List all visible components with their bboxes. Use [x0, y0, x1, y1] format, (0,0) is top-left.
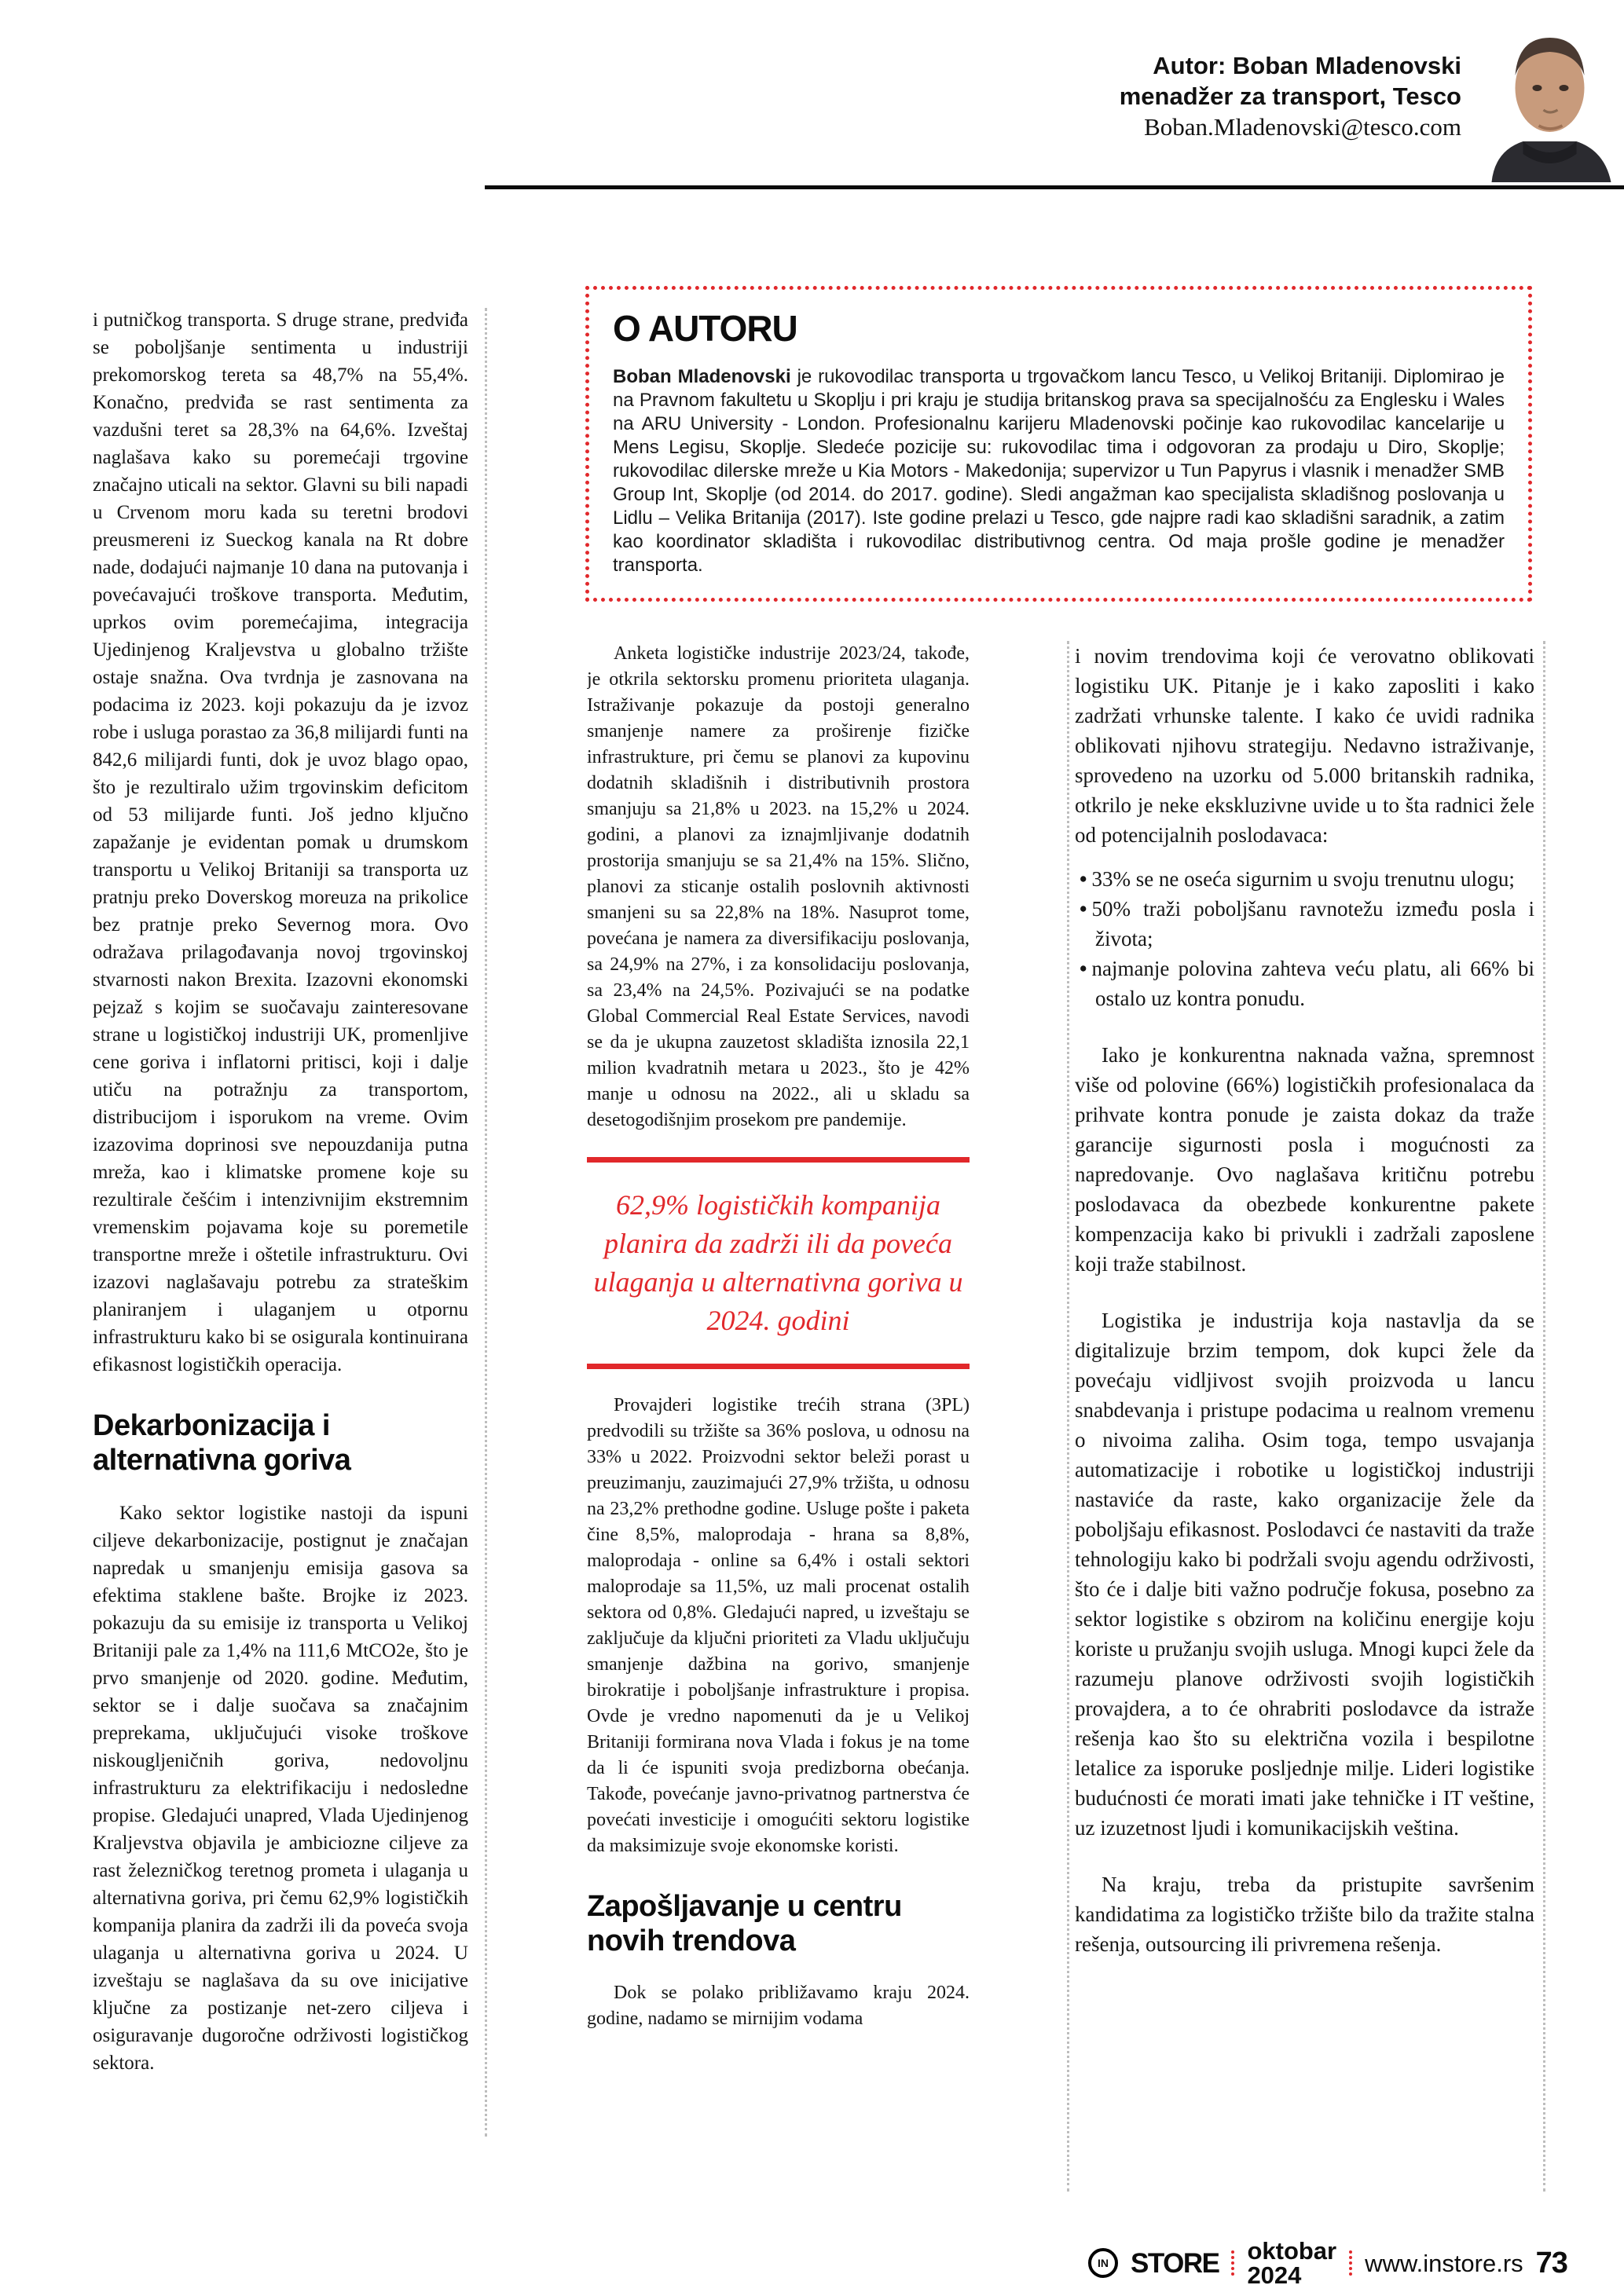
- author-block: [746, 50, 1461, 143]
- about-author-box: [585, 286, 1532, 602]
- instore-logo-icon: IN: [1088, 2248, 1118, 2278]
- header-rule: [485, 185, 1624, 189]
- column-separator-1: [485, 308, 487, 2137]
- paragraph: i novim trendovima koji će verovatno oblikovati logistiku UK. Pitanje je i kako zaposliti i kako zadržati vrhunske talente. I kako će uvidi radnika oblikovati njihovu strategiju. Nedavno istraživanje, sprovedeno na uzorku od 5.000 britanskih radnika, otkrilo je neke ekskluzivne uvide u to šta radnici žele od potencijalnih poslodavaca:: [1075, 644, 1534, 847]
- author-photo: [1476, 19, 1624, 182]
- page-footer: [1088, 2237, 1567, 2289]
- pull-quote: 62,9% logističkih kompanija planira da zadrži ili da poveća ulaganja u alternativna goriva u 2024. godini: [593, 1189, 963, 1336]
- author-photo-image: [1476, 19, 1624, 182]
- section-heading-decarbonization: Dekarbonizacija i alternativna goriva: [93, 1409, 351, 1477]
- paragraph: Provajderi logistike trećih strana (3PL) predvodili su tržište sa 36% poslova, u odnosu na 33% u 2022. Proizvodni sektor beleži porast u preuzimanju, zauzimajući 27,9% tržišta, u odnosu na 23,2% prethodne godine. Usluge pošte i paketa čine 8,5%, maloprodaja - hrana sa 8,8%, maloprodaja - online sa 6,4% i ostali sektori maloprodaje sa 11,5%, uz mali procenat ostalih sektora od 0,8%. Gledajući napred, u izveštaju se zaključuje da ključni prioriteti za Vladu uključuju smanjenje dažbina na gorivo, smanjenje birokratije i poboljšanje infrastrukture i propisa. Ovde je vredno napomenuti da je u Velikoj Britaniji formirana nova Vlada i fokus je na tome da li će ispuniti svoja predizborna obećanja. Takođe, povećanje javno-privatnog partnerstva će povećati investicije i omogućiti sektoru logistike da maksimizuje svoje ekonomske koristi.: [587, 1395, 970, 1856]
- paragraph: Dok se polako približavamo kraju 2024. godine, nadamo se mirnijim vodama: [587, 1983, 970, 2029]
- paragraph: Kako sektor logistike nastoji da ispuni ciljeve dekarbonizacije, postignut je značajan napredak u smanjenju emisija gasova sa efektima staklene bašte. Brojke iz 2023. pokazuju da su emisije iz transporta u Velikoj Britaniji pale za 1,4% na 111,6 MtCO2e, što je prvo smanjenje od 2020. godine. Međutim, sektor se i dalje suočava sa značajnim preprekama, uključujući visoke troškove niskougljeničnih goriva, nedovoljnu infrastrukturu za elektrifikaciju i nedosledne propise. Gledajući unapred, Vlada Ujedinjenog Kraljevstva objavila je ambiciozne ciljeve za rast železničkog teretnog prometa i ulaganja u alternativna goriva, pri čemu 62,9% logističkih kompanija planira da zadrži ili da poveća svoja ulaganja u alternativna goriva u 2024. U izveštaju se naglašava da su ove inicijative ključne za postizanje net-zero ciljeva i osiguravanje dugoročne održivosti logističkog sektora.: [93, 1503, 468, 2074]
- article-column-1: [93, 306, 468, 2221]
- paragraph: i putničkog transporta. S druge strane, predviđa se poboljšanje sentimenta u industriji prekomorskog tereta sa 48,7% na 55,4%. Konačno, predviđa se rast sentimenta za vazdušni teret sa 28,3% na 64,6%. Izveštaj naglašava kako su poremećaji trgovine značajno uticali na sektor. Glavni su bili napadi u Crvenom moru kada su teretni brodovi preusmereni iz Sueckog kanala na Rt dobre nade, dodajući najmanje 10 dana na putovanja i povećavajući troškove transporta. Međutim, uprkos ovim poremećajima, integracija Ujedinjenog Kraljevstva u globalno tržište ostaje snažna. Ova tvrdnja je zasnovana na podacima iz 2023. koji pokazuju da je izvoz robe i usluga porastao za 36,8 milijardi funti na 842,6 milijardi funti, dok je uvoz blago opao, što je rezultiralo užim trgovinskim deficitom od 53 milijarde funti. Još jedno ključno zapažanje je evidentan pomak u drumskom transportu u Velikoj Britaniji sa transporta uz pratnju preko Doverskog moreuza na prikolice bez pratnje preko Severnog mora. Ovo odražava prilagođavanja novoj trgovinskoj stvarnosti nakon Brexita. Izazovni ekonomski pejzaž s kojim se suočavaju zainteresovane strane u logističkoj industriji UK, promenljive cene goriva i inflatorni pritisci, koji i dalje utiču na potražnju za transportom, distribucijom i isporukom na vreme. Ovim izazovima doprinosi sve nepouzdanija putna mreža, kao i klimatske promene koje su rezultirale češćim i intenzivnijim ekstremnim vremenskim pojavama koje su poremetile transportne mreže i oštetile infrastrukturu. Ovi izazovi naglašavaju potrebu za strateškim planiranjem i ulaganjem u otpornu infrastrukturu kako bi se osigurala kontinuirana efikasnost logističkih operacija.: [93, 309, 468, 1375]
- about-author-name: Boban Mladenovski: [613, 366, 791, 387]
- bullet-item: • 33% se ne oseća sigurnim u svoju trenutnu ulogu;: [1075, 864, 1534, 894]
- column-separator-3: [1543, 641, 1545, 2192]
- paragraph: Logistika je industrija koja nastavlja da se digitalizuje brzim tempom, dok kupci žele da povećaju vidljivost svojih proizvoda u lancu snabdevanja i pristupe podacima u realnom vremenu o nivoima zaliha. Osim toga, tempo usvajanja automatizacije i robotike u logističkoj industriji nastaviće da raste, kako organizacije žele da poboljšaju efikasnost. Poslodavci će nastaviti da traže tehnologiju kako bi podržali svoju agendu održivosti, što će i dalje biti važno područje fokusa, posebno za sektor logistike s obzirom na količinu energije koju koriste u pružanju svojih usluga. Mnogi kupci žele da razumeju planove održivosti svojih logističkih provajdera, a to će ohrabriti poslodavce da istraže rešenja kao što su električna vozila i bespilotne letalice za isporuke posljednje milje. Lideri logistike budućnosti će morati imati jake tehničke i IT veštine, uz izuzetnost ljudi i komunikacijskih veština.: [1075, 1309, 1534, 1840]
- bullet-item: • 50% traži poboljšanu ravnotežu između posla i života;: [1075, 894, 1534, 954]
- pull-quote-rule-top: [587, 1157, 970, 1163]
- footer-brand: STORE: [1131, 2247, 1219, 2279]
- article-column-3: [1075, 641, 1534, 2231]
- footer-divider-icon: [1231, 2250, 1234, 2276]
- pull-quote-rule-bottom: [587, 1364, 970, 1369]
- article-column-2: [587, 641, 970, 2231]
- about-box-title: O AUTORU: [613, 308, 797, 349]
- column-separator-2: [1067, 641, 1069, 2192]
- author-name-line: Autor: Boban Mladenovski: [1153, 52, 1461, 79]
- paragraph: Na kraju, treba da pristupite savršenim kandidatima za logističko tržište bilo da tražite stalna rešenja, outsourcing ili privremena rešenja.: [1075, 1873, 1534, 1956]
- footer-divider-icon: [1349, 2250, 1352, 2276]
- author-email-link[interactable]: Boban.Mladenovski@tesco.com: [1144, 113, 1461, 141]
- about-box-text: [613, 365, 1505, 577]
- paragraph: Anketa logističke industrije 2023/24, takođe, je otkrila sektorsku promenu prioriteta ulaganja. Istraživanje pokazuje da postoji generalno smanjenje namere za proširenje fizičke infrastrukture, pri čemu se planovi za kupovinu dodatnih skladišnih i distributivnih prostora smanjuju sa 21,8% u 2023. na 15,2% u 2024. godini, a planovi za iznajmljivanje dodatnih prostorija smanjuju se sa 21,4% na 15%. Slično, planovi za sticanje ostalih poslovnih aktivnosti smanjeni su sa 22,8% na 18%. Nasuprot tome, povećana je namera za diversifikaciju poslovanja, sa 24,9% na 27%, i za konsolidaciju poslovanja, sa 23,4% na 24,5%. Pozivajući se na podatke Global Commercial Real Estate Services, navodi se da je ukupna zauzetost skladišta iznosila 22,1 milion kvadratnih metara u 2023., što je 42% manje u odnosu na 2022., ali u skladu sa desetogodišnjim prosekom pre pandemije.: [587, 643, 970, 1130]
- about-author-bio: je rukovodilac transporta u trgovačkom lancu Tesco, u Velikoj Britaniji. Diplomirao je na Pravnom fakultetu u Skoplju i pri kraju je studija britanskog prava sa specijalnošću za Englesku i Wales na ARU University - London. Profesionalnu karijeru Mladenovski počinje kao rukovodilac kancelarije u Mens Legisu, Skoplje. Sledeće pozicije su: rukovodilac tima i odgovoran za prodaju u Diro, Skoplje; rukovodilac dilerske mreže u Kia Motors - Makedonija; supervizor u Tun Papyrus i vlasnik i menadžer SMB Group Int, Skoplje (od 2014. do 2017. godine). Sledi angažman kao specijalista skladišnog poslovanja u Lidlu – Velika Britanija (2017). Iste godine prelazi u Tesco, gde najpre radi kao skladišni saradnik, a zatim kao koordinator skladišta i rukovodilac distributivnog centra. Od maja prošle godine je menadžer transporta.: [613, 366, 1505, 576]
- bullet-item: • najmanje polovina zahteva veću platu, ali 66% bi ostalo uz kontra ponudu.: [1075, 954, 1534, 1013]
- author-title-line: menadžer za transport, Tesco: [1119, 82, 1461, 110]
- page-number: 73: [1535, 2247, 1567, 2280]
- footer-issue-date: oktobar 2024: [1247, 2237, 1337, 2289]
- paragraph: Iako je konkurentna naknada važna, spremnost više od polovine (66%) logističkih profesionalaca da prihvate kontra ponude je zaista dokaz da traže garancije sigurnosti posla i mogućnosti za napredovanje. Ovo naglašava kritičnu potrebu poslodavaca da obezbede konkurentne pakete kompenzacija kako bi privukli i zadržali zaposlene koji traže stabilnost.: [1075, 1043, 1534, 1276]
- bullet-list: [1075, 864, 1534, 1013]
- footer-website-link[interactable]: www.instore.rs: [1365, 2249, 1523, 2277]
- section-heading-employment: Zapošljavanje u centru novih trendova: [587, 1890, 902, 1957]
